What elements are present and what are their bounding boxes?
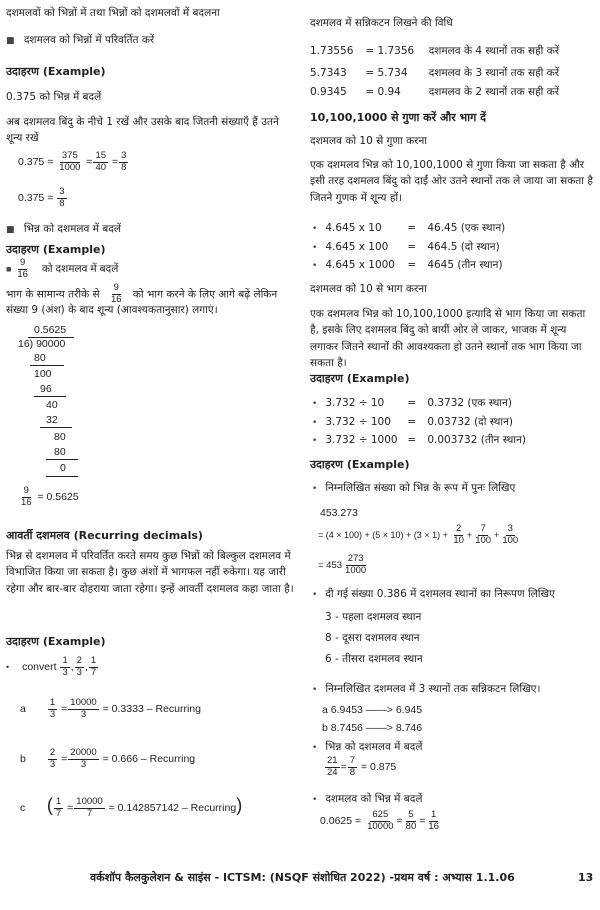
page-number: 13 (578, 871, 594, 884)
ex2-para-line1: भाग के सामान्य तरीके से $\frac{9}{16}$ को भाग करने के लिए आगे बढ़ें लेकिन (6, 282, 278, 305)
fraction-to-decimal: $\frac{21}{24}$ = $\frac{7}{8}$ = 0.875 (327, 755, 397, 778)
fraction: $\frac{375}{1000}$ (59, 150, 81, 173)
fraction: $\frac{1}{16}$ (428, 809, 439, 832)
approx-row: 5.7343 = 5.734 दशमलव के 3 स्थानों तक सही करें (310, 67, 560, 79)
place-item: 8 - दूसरा दशमलव स्थान (325, 632, 420, 644)
fraction: $\frac{9}{16}$ (21, 485, 32, 508)
division-result: $\frac{9}{16}$ = 0.5625 (21, 485, 79, 508)
left-heading: दशमलवों को भिन्नों में तथा भिन्नों को दशमलवों में बदलना (6, 7, 220, 19)
decimal-to-fraction: 0.0625 = $\frac{625}{10000}$ = $\frac{5}{80}$ = $\frac{1}{16}$ (320, 809, 439, 832)
division-step: 96 (40, 383, 52, 395)
fraction: $\frac{10000}{3}$ (70, 697, 97, 720)
example-label-right: उदाहरण (Example) (310, 372, 410, 385)
example-bullet-5: • दशमलव को भिन्न में बदलें (312, 793, 423, 805)
ex1-paragraph: अब दशमलव बिंदु के नीचे 1 रखें और उसके बाद जितनी संख्याएँ हैं उतने शून्य रखें (6, 116, 279, 145)
fraction: $\frac{2}{10}$ (453, 523, 464, 546)
multiply-row: • 4.645 x 10 = 46.45 (एक स्थान) (312, 222, 506, 234)
division-step: 100 (34, 368, 52, 380)
fraction: $\frac{9}{16}$ (17, 257, 28, 280)
place-item: 6 - तीसरा दशमलव स्थान (325, 653, 423, 665)
convert-line: • convert $\frac{1}{3}$ , $\frac{2}{3}$ , $\frac{1}{7}$ (6, 655, 97, 678)
example-label-2: उदाहरण (Example) (6, 243, 106, 256)
multiply-row: • 4.645 x 100 = 464.5 (दो स्थान) (312, 241, 500, 253)
recurring-heading: आवर्ती दशमलव (Recurring decimals) (6, 529, 203, 542)
fraction: $\frac{21}{24}$ (327, 755, 338, 778)
example-label-3: उदाहरण (Example) (6, 635, 106, 648)
example-label: उदाहरण (Example) (6, 65, 106, 78)
fraction: $\frac{1}{3}$ (49, 697, 56, 720)
divide-subheading: दशमलव को 10 से भाग करना (310, 283, 427, 295)
approx-row: 0.9345 = 0.94 दशमलव के 2 स्थानों तक सही करें (310, 86, 560, 98)
multiply-row: • 4.645 x 1000 = 4645 (तीन स्थान) (312, 259, 503, 271)
division-quotient: 0.5625 (34, 324, 67, 336)
multiply-subheading: दशमलव को 10 से गुणा करना (310, 135, 428, 147)
multiply-heading: 10,100,1000 से गुणा करें और भाग दें (310, 111, 486, 124)
fraction: $\frac{5}{80}$ (405, 809, 417, 832)
fraction: $\frac{3}{100}$ (502, 523, 519, 546)
left-bullet-1: ■ दशमलव को भिन्नों में परिवर्तित करें (6, 34, 155, 46)
ex1-line: 0.375 को भिन्न में बदलें (6, 91, 102, 103)
left-bullet-2: ■ भिन्न को दशमलव में बदलें (6, 223, 121, 235)
divide-row: • 3.732 ÷ 1000 = 0.003732 (तीन स्थान) (312, 434, 526, 446)
divide-row: • 3.732 ÷ 100 = 0.03732 (दो स्थान) (312, 416, 514, 428)
ex2-para-line2: संख्या 9 (अंश) के बाद शून्य (आवश्यकतानुसार) लगाएं। (6, 304, 218, 316)
division-step: 0 (60, 462, 66, 474)
example-bullet-3: • निम्नलिखित दशमलव में 3 स्थानों तक सन्निकटन लिखिए। (312, 683, 541, 695)
recurring-row-a: a $\frac{1}{3}$ = $\frac{10000}{3}$ = 0.3333 – Recurring (20, 697, 201, 720)
fraction: $\frac{273}{1000}$ (345, 553, 367, 576)
fraction: $\frac{7}{8}$ (349, 755, 356, 778)
round-row: a 6.9453 ——> 6.945 (322, 704, 423, 716)
expansion-line: = (4 × 100) + (5 × 10) + (3 × 1) + $\frac{2}{10}$ + $\frac{7}{100}$ + $\frac{3}{100}$ (318, 523, 519, 546)
fraction: $\frac{625}{10000}$ (367, 809, 394, 832)
recurring-row-c: c ( $\frac{1}{7}$ = $\frac{10000}{7}$ = 0.142857142 – Recurring) (20, 795, 243, 819)
fraction: $\frac{2}{3}$ (76, 655, 82, 678)
multiply-paragraph: एक दशमलव भिन्न को 10,100,1000 से गुणा किया जा सकता है और इसी तरह दशमलव बिंदु को दाईं ओर उतने स्थानों तक ले जाया जा सकता है जितने गुणक में शून्य हों। (310, 159, 593, 204)
eq-0375-simplified: 0.375 = $\frac{3}{8}$ (18, 186, 65, 209)
fraction: $\frac{9}{16}$ (110, 282, 122, 305)
bullet-icon: • (6, 662, 10, 673)
number-453: 453.273 (320, 507, 358, 519)
bullet-icon: ■ (6, 36, 15, 46)
bullet-icon: ■ (6, 264, 12, 275)
fraction: $\frac{20000}{3}$ (70, 747, 97, 770)
recurring-paragraph: भिन्न से दशमलव में परिवर्तित करते समय कुछ भिन्नों को बिल्कुल दशमलव में विभाजित किया जा सकता है। कुछ अंशों में भागफल नहीं रुकेगा। यह जारी रहेगा और बार-बार दोहराया जाता रहेगा। इन्हें आवर्ती दशमलव कहा जाता है। (6, 550, 294, 595)
recurring-row-b: b $\frac{2}{3}$ = $\frac{20000}{3}$ = 0.666 – Recurring (20, 747, 196, 770)
approx-row: 1.73556 = 1.7356 दशमलव के 4 स्थानों तक सही करें (310, 45, 560, 57)
mixed-number: = 453 $\frac{273}{1000}$ (318, 553, 367, 576)
division-step: 32 (46, 414, 58, 426)
example-bullet-4: • भिन्न को दशमलव में बदलें (312, 741, 423, 753)
fraction: $\frac{15}{40}$ (95, 150, 107, 173)
fraction: $\frac{3}{8}$ (59, 186, 65, 209)
example-bullet-1: • निम्नलिखित संख्या को भिन्न के रूप में पुनः लिखिए (312, 482, 516, 494)
ex2-line: ■ $\frac{9}{16}$ को दशमलव में बदलें (6, 257, 119, 280)
fraction: $\frac{10000}{7}$ (76, 795, 103, 819)
division-step: 40 (46, 399, 58, 411)
fraction: $\frac{1}{7}$ (90, 655, 97, 678)
eq-0375-fraction: 0.375 = $\frac{375}{1000}$ = $\frac{15}{40}$ = $\frac{3}{8}$ (18, 150, 127, 173)
division-step: 80 (54, 431, 66, 443)
fraction: $\frac{3}{8}$ (121, 150, 127, 173)
fraction: $\frac{7}{100}$ (475, 523, 492, 546)
division-step: 80 (54, 446, 66, 458)
fraction: $\frac{1}{3}$ (62, 655, 68, 678)
example-label-right-2: उदाहरण (Example) (310, 458, 410, 471)
place-item: 3 - पहला दशमलव स्थान (325, 611, 422, 623)
division-step: 80 (34, 352, 46, 364)
example-bullet-2: • दी गई संख्या 0.386 में दशमलव स्थानों का निरूपण लिखिए (312, 588, 555, 600)
round-row: b 8.7456 ——> 8.746 (322, 722, 423, 734)
right-heading: दशमलव में सन्निकटन लिखने की विधि (310, 17, 453, 29)
fraction: $\frac{1}{7}$ (55, 795, 62, 819)
division-dividend: 16) 90000 (18, 338, 66, 350)
fraction: $\frac{2}{3}$ (49, 747, 56, 770)
divide-row: • 3.732 ÷ 10 = 0.3732 (एक स्थान) (312, 397, 512, 409)
footer-title: वर्कशॉप कैलकुलेशन & साइंस - ICTSM: (NSQF संशोधित 2022) -प्रथम वर्ष : अभ्यास 1.1.06 (90, 871, 515, 884)
bullet-icon: ■ (6, 225, 15, 235)
divide-paragraph: एक दशमलव भिन्न को 10,100,1000 इत्यादि से भाग किया जा सकता है, इसके लिए दशमलव बिंदु को बायीं ओर ले जाकर, भाजक में शून्य लगाकर जितने स्थानों की आवश्यकता हो उतने स्थानों तक भाग किया जा सकता है। (310, 308, 586, 369)
